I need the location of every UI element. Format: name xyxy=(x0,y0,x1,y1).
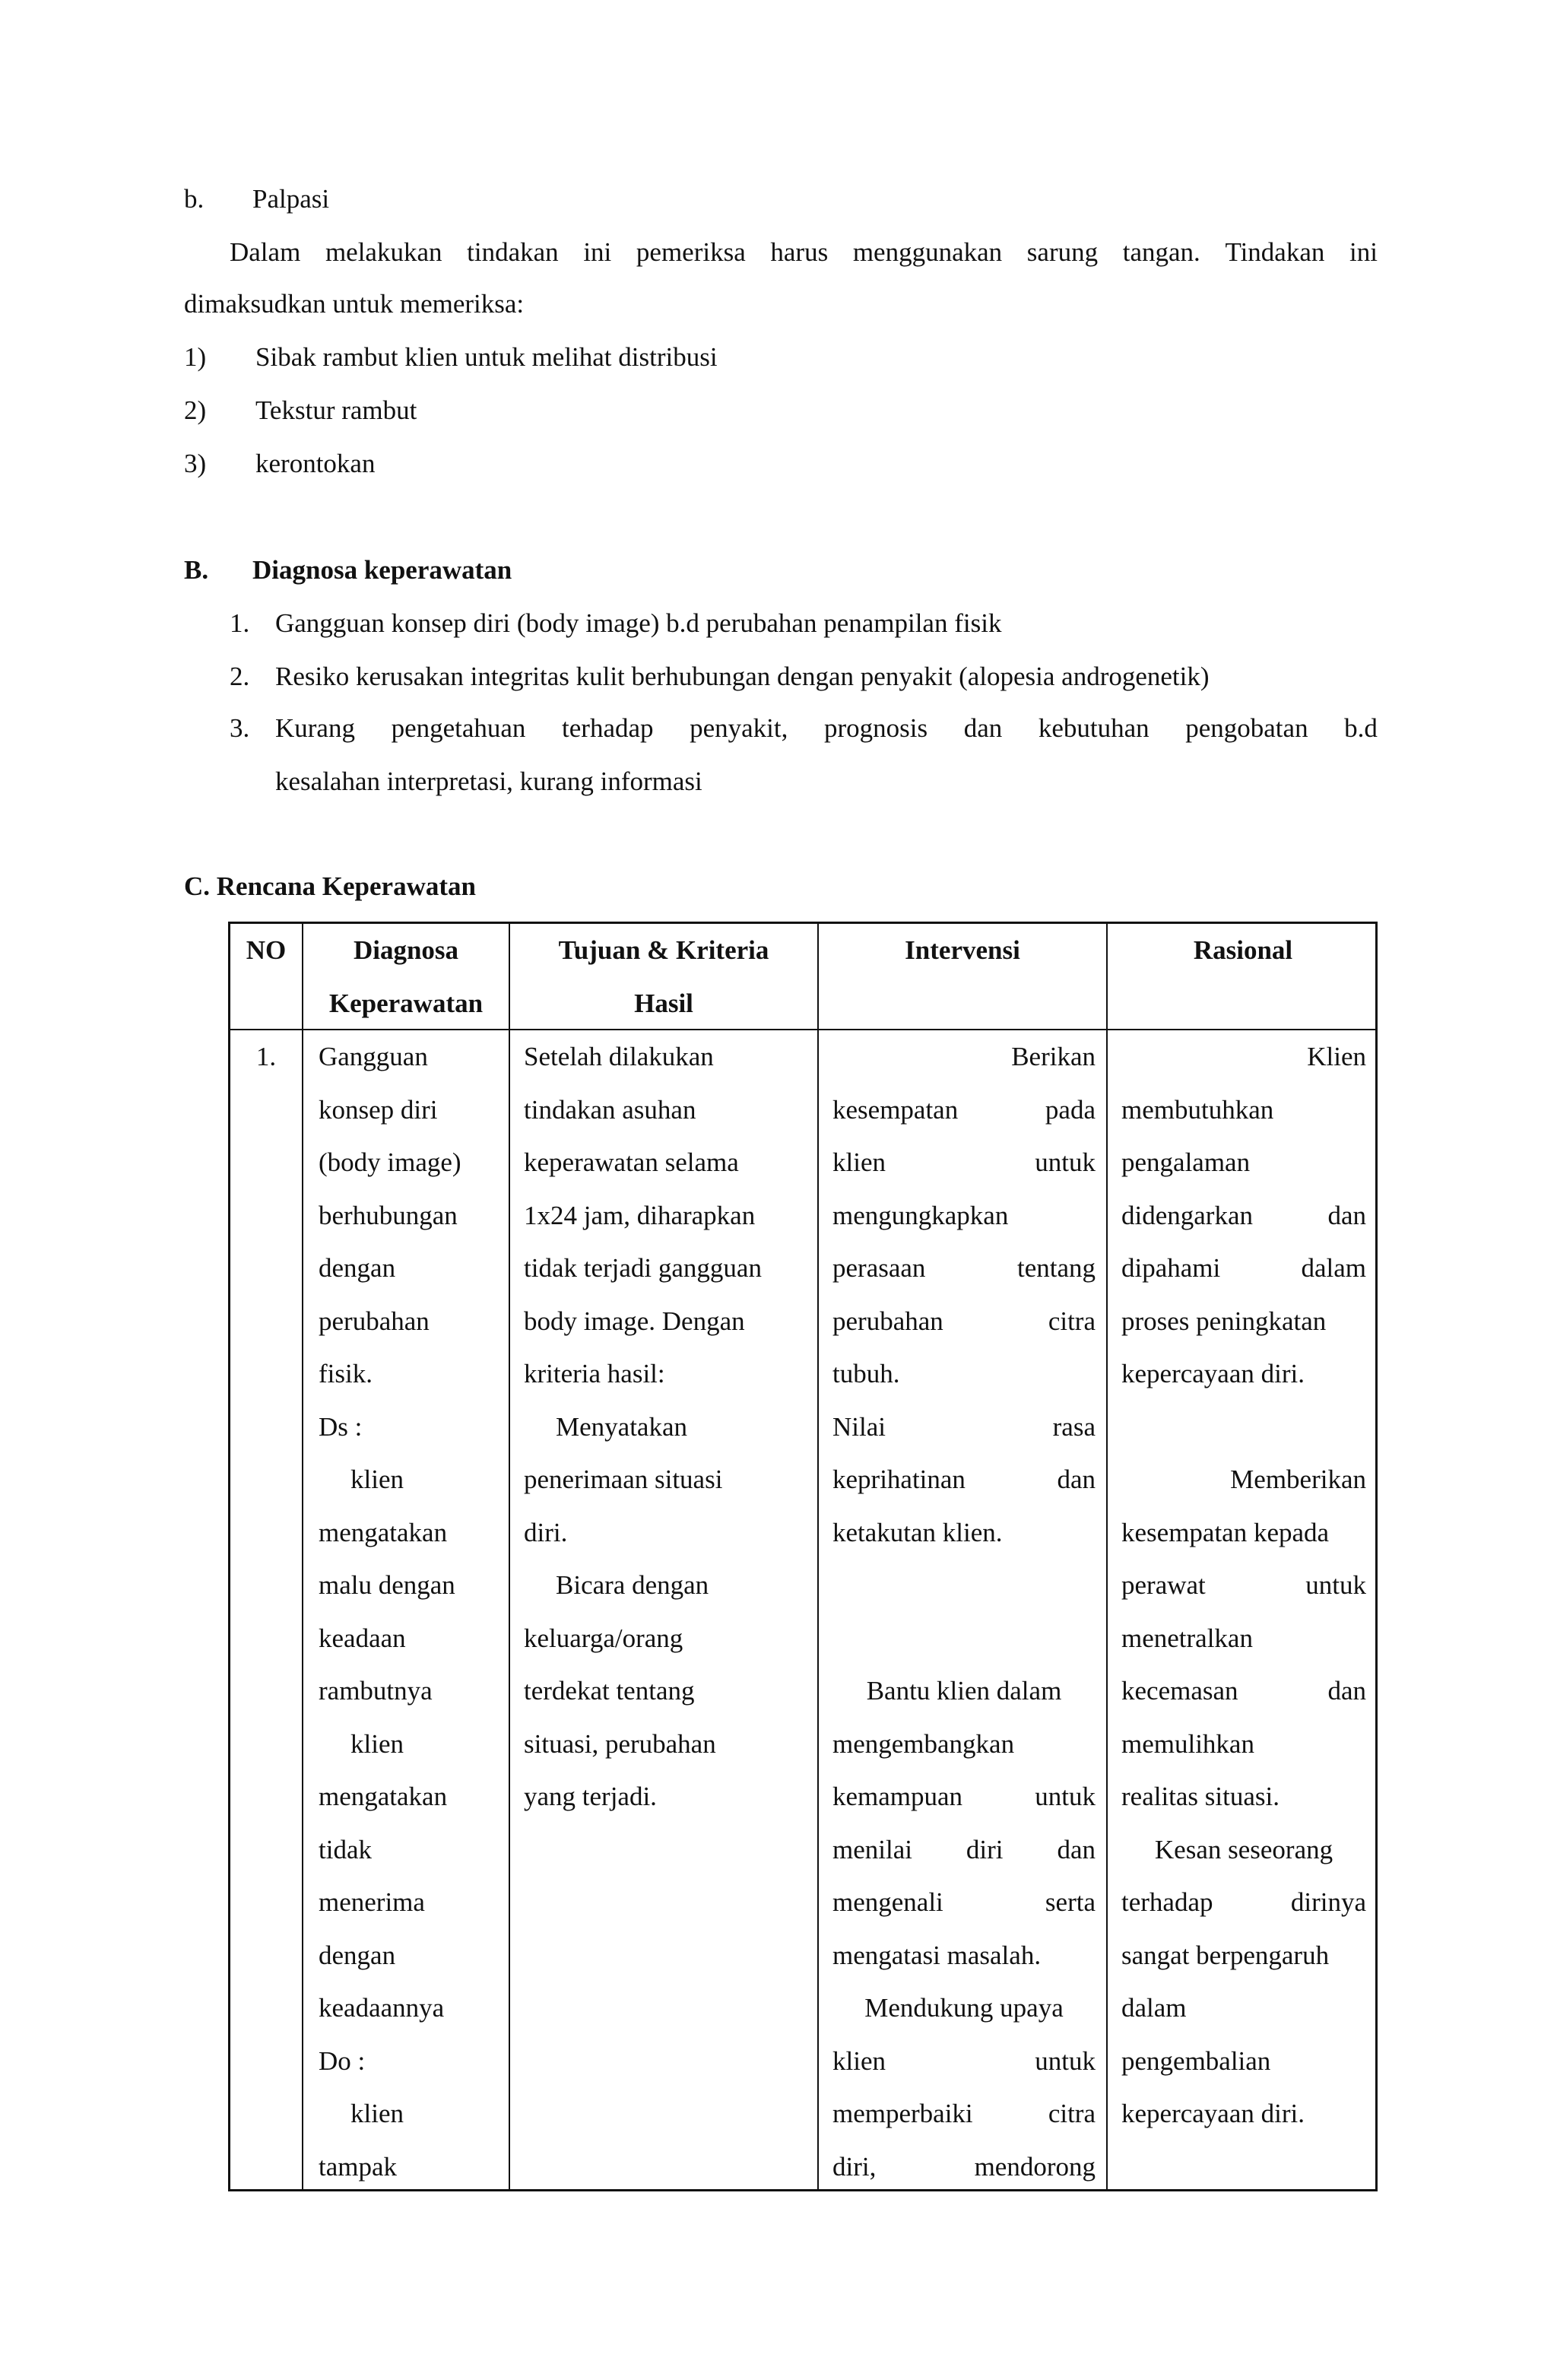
tujuan-line: kriteria hasil: xyxy=(524,1359,665,1388)
rasional-line xyxy=(1121,1401,1366,1454)
palpasi-item-num: 3) xyxy=(184,449,207,478)
rasional-line: perawat untuk xyxy=(1121,1570,1366,1600)
diagnosa-word: pengobatan xyxy=(1185,713,1308,743)
diagnosa-line: fisik. xyxy=(319,1359,373,1388)
palpasi-item-text: Sibak rambut klien untuk melihat distribusi xyxy=(255,342,718,372)
rasional-line: pengalaman xyxy=(1121,1147,1251,1177)
rasional-line: kecemasan dan xyxy=(1121,1676,1366,1706)
care-plan-table xyxy=(228,922,1378,2191)
diagnosa-line: klien xyxy=(350,1728,404,1759)
intervensi-line: kesempatan pada xyxy=(832,1094,1096,1125)
paragraph-word: menggunakan xyxy=(852,237,1003,267)
paragraph-word: melakukan xyxy=(325,237,442,267)
intervensi-line: kemampuan untuk xyxy=(832,1782,1096,1811)
row1-tujuan xyxy=(524,1030,810,1823)
diagnosa-item-text: Resiko kerusakan integritas kulit berhubungan dengan penyakit (alopesia androgenetik) xyxy=(275,662,1210,691)
intervensi-line xyxy=(832,1612,1096,1665)
diagnosa-line: mengatakan xyxy=(319,1517,448,1547)
diagnosa-word: b.d xyxy=(1344,713,1378,743)
palpasi-title: Palpasi xyxy=(252,184,330,214)
paragraph-word: Dalam xyxy=(230,237,301,267)
row1-diagnosa xyxy=(319,1030,501,2193)
diagnosa-line: perubahan xyxy=(319,1306,430,1336)
diagnosa-item-text: Gangguan konsep diri (body image) b.d perubahan penampilan fisik xyxy=(275,608,1002,638)
paragraph-word: tindakan xyxy=(467,237,559,267)
header-rasional: Rasional xyxy=(1193,935,1293,965)
rasional-line: proses peningkatan xyxy=(1121,1306,1327,1336)
diagnosa-item-continuation: kesalahan interpretasi, kurang informasi xyxy=(275,766,702,796)
diagnosa-line: malu dengan xyxy=(319,1570,455,1600)
intervensi-line: mengembangkan xyxy=(832,1728,1015,1759)
intervensi-line: Berikan xyxy=(1011,1042,1096,1071)
diagnosa-line: Ds : xyxy=(319,1411,363,1442)
paragraph-word: pemeriksa xyxy=(636,237,746,267)
tujuan-line: Menyatakan xyxy=(556,1411,687,1442)
header-diagnosa: Diagnosa Keperawatan xyxy=(328,935,484,1018)
intervensi-line: diri, mendorong xyxy=(832,2151,1096,2182)
paragraph-word: sarung xyxy=(1026,237,1099,267)
rasional-line: pengembalian xyxy=(1121,2045,1271,2076)
intervensi-line: perubahan citra xyxy=(832,1306,1096,1336)
rasional-line: didengarkan dan xyxy=(1121,1200,1366,1230)
intervensi-line: perasaan tentang xyxy=(832,1253,1096,1283)
rasional-line: kesempatan kepada xyxy=(1121,1517,1330,1547)
paragraph-word: Tindakan xyxy=(1225,237,1325,267)
intervensi-line: tubuh. xyxy=(832,1359,900,1388)
column-divider xyxy=(302,924,303,2189)
diagnosa-line: mengatakan xyxy=(319,1782,448,1811)
intervensi-line: menilai diri dan xyxy=(832,1834,1096,1864)
diagnosa-item-num: 2. xyxy=(230,662,250,691)
diagnosa-line: keadaannya xyxy=(319,1993,445,2023)
intervensi-line: klien untuk xyxy=(832,2045,1096,2076)
diagnosa-word: kebutuhan xyxy=(1038,713,1150,743)
column-divider xyxy=(509,924,510,2189)
intervensi-line: klien untuk xyxy=(832,1147,1096,1177)
palpasi-paragraph-line-2: dimaksudkan untuk memeriksa: xyxy=(184,289,525,319)
rasional-line: dipahami dalam xyxy=(1121,1253,1366,1283)
intervensi-line: mengatasi masalah. xyxy=(832,1940,1042,1970)
palpasi-paragraph-line-1 xyxy=(230,237,1378,268)
rasional-line: dalam xyxy=(1121,1993,1187,2023)
rasional-line: menetralkan xyxy=(1121,1623,1253,1653)
column-divider xyxy=(1106,924,1108,2189)
rasional-line: Memberikan xyxy=(1230,1464,1366,1494)
rasional-line: kepercayaan diri. xyxy=(1121,1359,1305,1388)
tujuan-line: Setelah dilakukan xyxy=(524,1042,714,1071)
rasional-line: memulihkan xyxy=(1121,1728,1254,1759)
tujuan-line: tindakan asuhan xyxy=(524,1094,696,1125)
header-intervensi: Intervensi xyxy=(905,935,1020,965)
diagnosa-word: dan xyxy=(963,713,1003,743)
intervensi-line: mengungkapkan xyxy=(832,1200,1009,1230)
tujuan-line: penerimaan situasi xyxy=(524,1464,723,1494)
diagnosa-word: Kurang xyxy=(275,713,355,743)
palpasi-item-num: 1) xyxy=(184,342,207,372)
intervensi-line: memperbaiki citra xyxy=(832,2099,1096,2128)
paragraph-word: harus xyxy=(770,237,829,267)
diagnosa-word: pengetahuan xyxy=(391,713,526,743)
rasional-line: Klien xyxy=(1307,1042,1366,1071)
diagnosa-line: (body image) xyxy=(319,1147,461,1177)
palpasi-item-num: 2) xyxy=(184,395,207,425)
tujuan-line: keluarga/orang xyxy=(524,1623,683,1653)
tujuan-line: 1x24 jam, diharapkan xyxy=(524,1200,756,1230)
paragraph-word: tangan. xyxy=(1122,237,1200,267)
palpasi-item-text: Tekstur rambut xyxy=(255,395,417,425)
tujuan-line: situasi, perubahan xyxy=(524,1728,716,1759)
rasional-line: kepercayaan diri. xyxy=(1121,2099,1305,2128)
diagnosa-word: prognosis xyxy=(823,713,928,743)
tujuan-line: tidak terjadi gangguan xyxy=(524,1253,762,1283)
diagnosa-line: tampak xyxy=(319,2151,398,2182)
intervensi-line: keprihatinan dan xyxy=(832,1464,1096,1494)
section-c-title: C. Rencana Keperawatan xyxy=(184,871,476,901)
tujuan-line: Bicara dengan xyxy=(556,1570,709,1600)
rasional-line: terhadap dirinya xyxy=(1121,1887,1366,1917)
rasional-line: membutuhkan xyxy=(1121,1094,1274,1125)
diagnosa-item-num: 1. xyxy=(230,608,250,638)
diagnosa-line: keadaan xyxy=(319,1623,406,1653)
tujuan-line: keperawatan selama xyxy=(524,1147,739,1177)
diagnosa-line: tidak xyxy=(319,1834,372,1864)
row1-intervensi xyxy=(832,1030,1096,2193)
intervensi-line: ketakutan klien. xyxy=(832,1517,1003,1547)
palpasi-item-text: kerontokan xyxy=(255,449,376,478)
diagnosa-line: berhubungan xyxy=(319,1200,458,1230)
diagnosa-item-num: 3. xyxy=(230,713,250,743)
diagnosa-line: rambutnya xyxy=(319,1676,433,1706)
tujuan-line: yang terjadi. xyxy=(524,1782,657,1811)
diagnosa-line: dengan xyxy=(319,1940,396,1970)
intervensi-line: Nilai rasa xyxy=(832,1411,1096,1442)
diagnosa-line: Gangguan xyxy=(319,1042,428,1071)
section-b-title: Diagnosa keperawatan xyxy=(252,555,512,585)
tujuan-line: terdekat tentang xyxy=(524,1676,695,1706)
diagnosa-line: konsep diri xyxy=(319,1094,438,1125)
row1-no: 1. xyxy=(255,1042,277,1071)
diagnosa-word: terhadap xyxy=(562,713,654,743)
diagnosa-word: penyakit, xyxy=(690,713,788,743)
tujuan-line: diri. xyxy=(524,1517,568,1547)
row1-rasional xyxy=(1121,1030,1366,2140)
paragraph-word: ini xyxy=(583,237,612,267)
tujuan-line: body image. Dengan xyxy=(524,1306,745,1336)
rasional-line: realitas situasi. xyxy=(1121,1782,1280,1811)
palpasi-marker: b. xyxy=(184,184,205,214)
intervensi-line: Mendukung upaya xyxy=(864,1993,1064,2023)
intervensi-line xyxy=(832,1559,1096,1612)
header-no: NO xyxy=(246,935,287,965)
diagnosa-line: Do : xyxy=(319,2045,366,2076)
section-b-marker: B. xyxy=(184,555,209,585)
diagnosa-line: klien xyxy=(350,2099,404,2128)
rasional-line: Kesan seseorang xyxy=(1154,1834,1333,1864)
paragraph-word: ini xyxy=(1349,237,1378,267)
rasional-line: sangat berpengaruh xyxy=(1121,1940,1330,1970)
intervensi-line: mengenali serta xyxy=(832,1887,1096,1917)
intervensi-line: Bantu klien dalam xyxy=(866,1676,1062,1706)
column-divider xyxy=(817,924,819,2189)
diagnosa-line: menerima xyxy=(319,1887,425,1917)
diagnosa-line: dengan xyxy=(319,1253,396,1283)
header-tujuan: Tujuan & Kriteria Hasil xyxy=(558,935,769,1018)
diagnosa-item-text xyxy=(275,713,1378,744)
diagnosa-line: klien xyxy=(350,1464,404,1494)
